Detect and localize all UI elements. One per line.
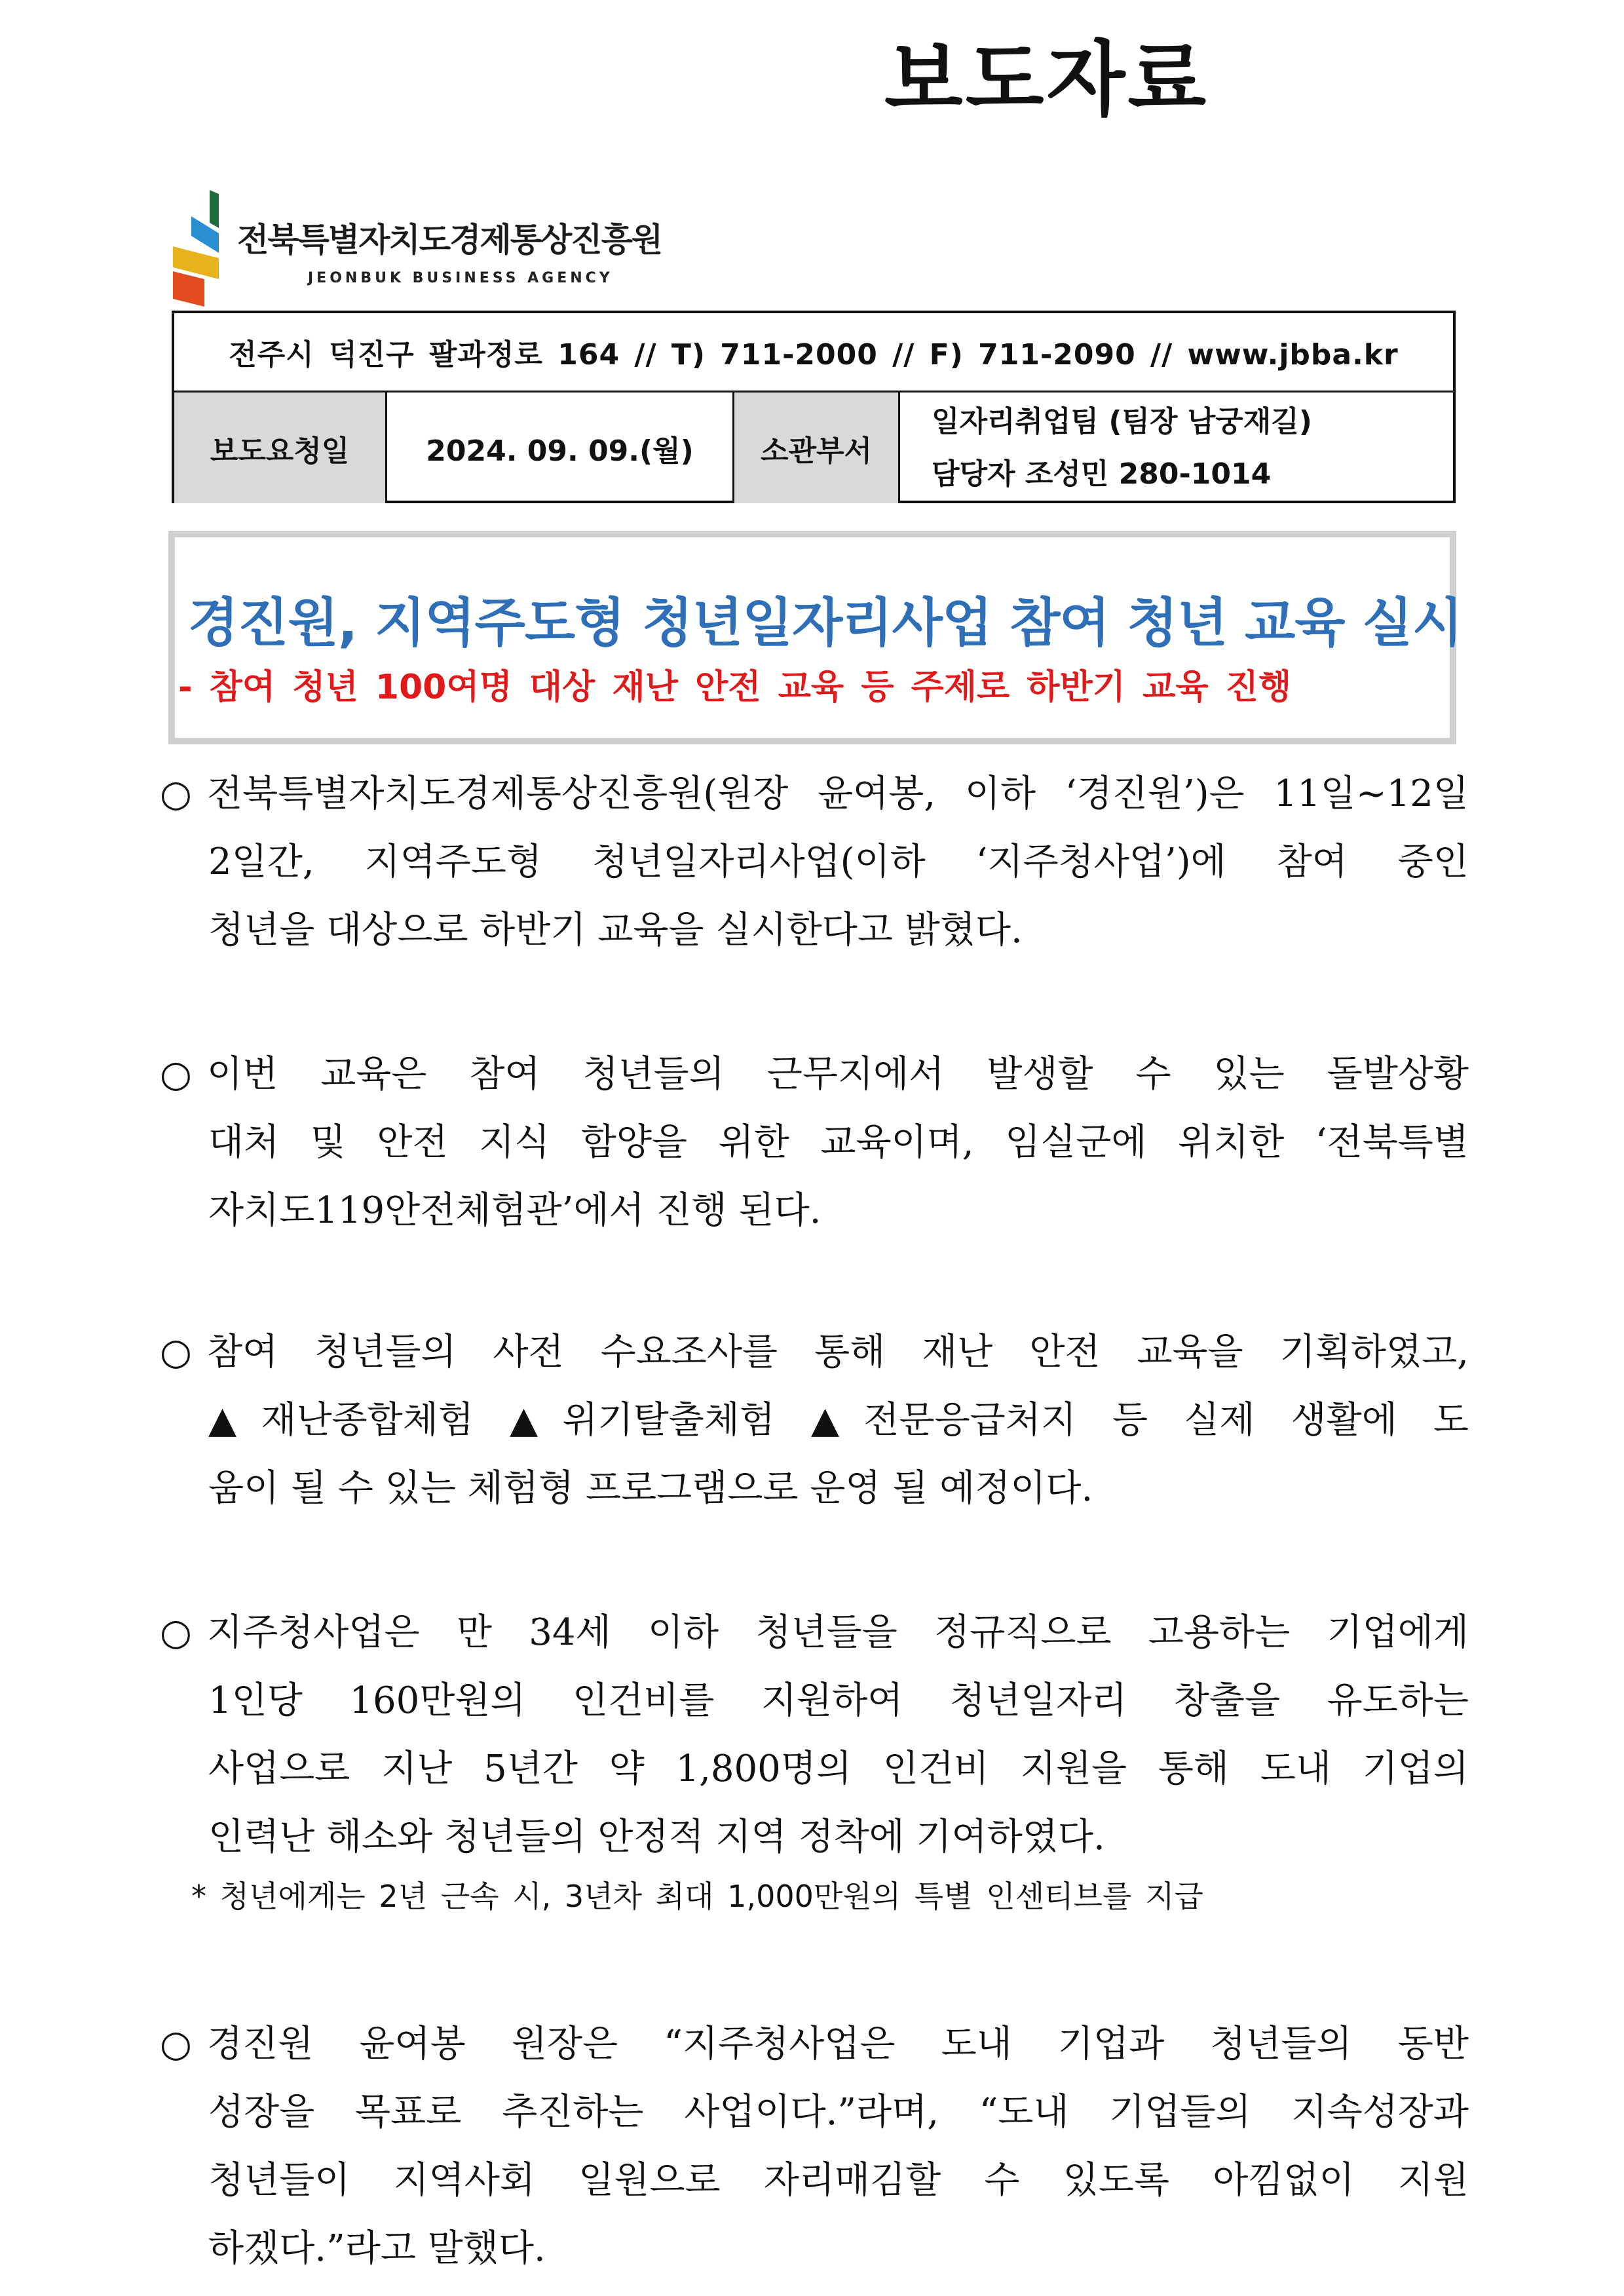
logo-mark-icon (172, 190, 237, 308)
page-title: 보도자료 (884, 33, 1209, 127)
paragraph-line: ○ 전북특별자치도경제통상진흥원(원장 윤여봉, 이하 ‘경진원’)은 11일~12일 (160, 760, 1469, 828)
paragraph-line: ○ 참여 청년들의 사전 수요조사를 통해 재난 안전 교육을 기획하였고, (160, 1318, 1469, 1387)
request-date: 2024. 09. 09.(월) (387, 392, 734, 503)
footnote: * 청년에게는 2년 근속 시, 3년차 최대 1,000만원의 특별 인센티브를 지급 (191, 1879, 1203, 1914)
headline-box (168, 531, 1462, 744)
headline-subtitle: - 참여 청년 100여명 대상 재난 안전 교육 등 주제로 하반기 교육 진행 (178, 668, 1292, 707)
request-date-label: 보도요청일 (174, 392, 387, 503)
paragraph-line: 청년을 대상으로 하반기 교육을 실시한다고 밝혔다. (208, 909, 1023, 951)
paragraph-line: 청년들이 지역사회 일원으로 자리매김할 수 있도록 아낌없이 지원 (208, 2159, 1469, 2202)
paragraph-4 (160, 1599, 1469, 1871)
agency-logo (172, 190, 670, 308)
bullet-circle: ○ (160, 1611, 192, 1654)
press-info-table (172, 311, 1456, 503)
paragraph-1 (160, 760, 1469, 965)
paragraph-line: 1인당 160만원의 인건비를 지원하여 청년일자리 창출을 유도하는 (208, 1679, 1469, 1722)
logo-name-ko: 전북특별자치도경제통상진흥원 (237, 221, 662, 259)
paragraph-line: ▲재난종합체험 ▲위기탈출체험 ▲전문응급처지 등 실제 생활에 도 (208, 1399, 1469, 1442)
paragraph-line: 사업으로 지난 5년간 약 1,800명의 인건비 지원을 통해 도내 기업의 (208, 1748, 1469, 1790)
paragraph-line: 대처 및 안전 지식 함양을 위한 교육이며, 임실군에 위치한 ‘전북특별 (208, 1121, 1469, 1164)
paragraph-line: 자치도119안전체험관’에서 진행 된다. (208, 1189, 821, 1232)
paragraph-5 (160, 2010, 1469, 2283)
bullet-circle: ○ (160, 1331, 192, 1373)
department-label: 소관부서 (734, 392, 900, 503)
headline-title: 경진원, 지역주도형 청년일자리사업 참여 청년 교육 실시 (188, 592, 1462, 653)
department-team: 일자리취업팀 (팀장 남궁재길) (932, 404, 1312, 438)
paragraph-line: ○ 이번 교육은 참여 청년들의 근무지에서 발생할 수 있는 돌발상황 (160, 1041, 1469, 1109)
logo-name-en: JEONBUK BUSINESS AGENCY (308, 270, 613, 286)
department-info (900, 392, 1453, 503)
paragraph-line: 움이 될 수 있는 체험형 프로그램으로 운영 될 예정이다. (208, 1467, 1093, 1510)
bullet-circle: ○ (160, 2023, 192, 2065)
paragraph-line: ○ 지주청사업은 만 34세 이하 청년들을 정규직으로 고용하는 기업에게 (160, 1599, 1469, 1667)
paragraph-line: ○ 경진원 윤여봉 원장은 “지주청사업은 도내 기업과 청년들의 동반 (160, 2010, 1469, 2078)
paragraph-line: 인력난 해소와 청년들의 안정적 지역 정착에 기여하였다. (208, 1816, 1105, 1858)
paragraph-2 (160, 1041, 1469, 1245)
paragraph-line: 하겠다.”라고 말했다. (208, 2227, 546, 2270)
department-contact: 담당자 조성민 280-1014 (932, 457, 1272, 491)
bullet-circle: ○ (160, 1053, 192, 1096)
paragraph-line: 성장을 목표로 추진하는 사업이다.”라며, “도내 기업들의 지속성장과 (208, 2091, 1469, 2133)
bullet-circle: ○ (160, 773, 192, 815)
paragraph-line: 2일간, 지역주도형 청년일자리사업(이하 ‘지주청사업’)에 참여 중인 (208, 841, 1469, 883)
contact-line: 전주시 덕진구 팔과정로 164 // T) 711-2000 // F) 711-2090 // www.jbba.kr (174, 313, 1453, 392)
paragraph-3 (160, 1318, 1469, 1523)
